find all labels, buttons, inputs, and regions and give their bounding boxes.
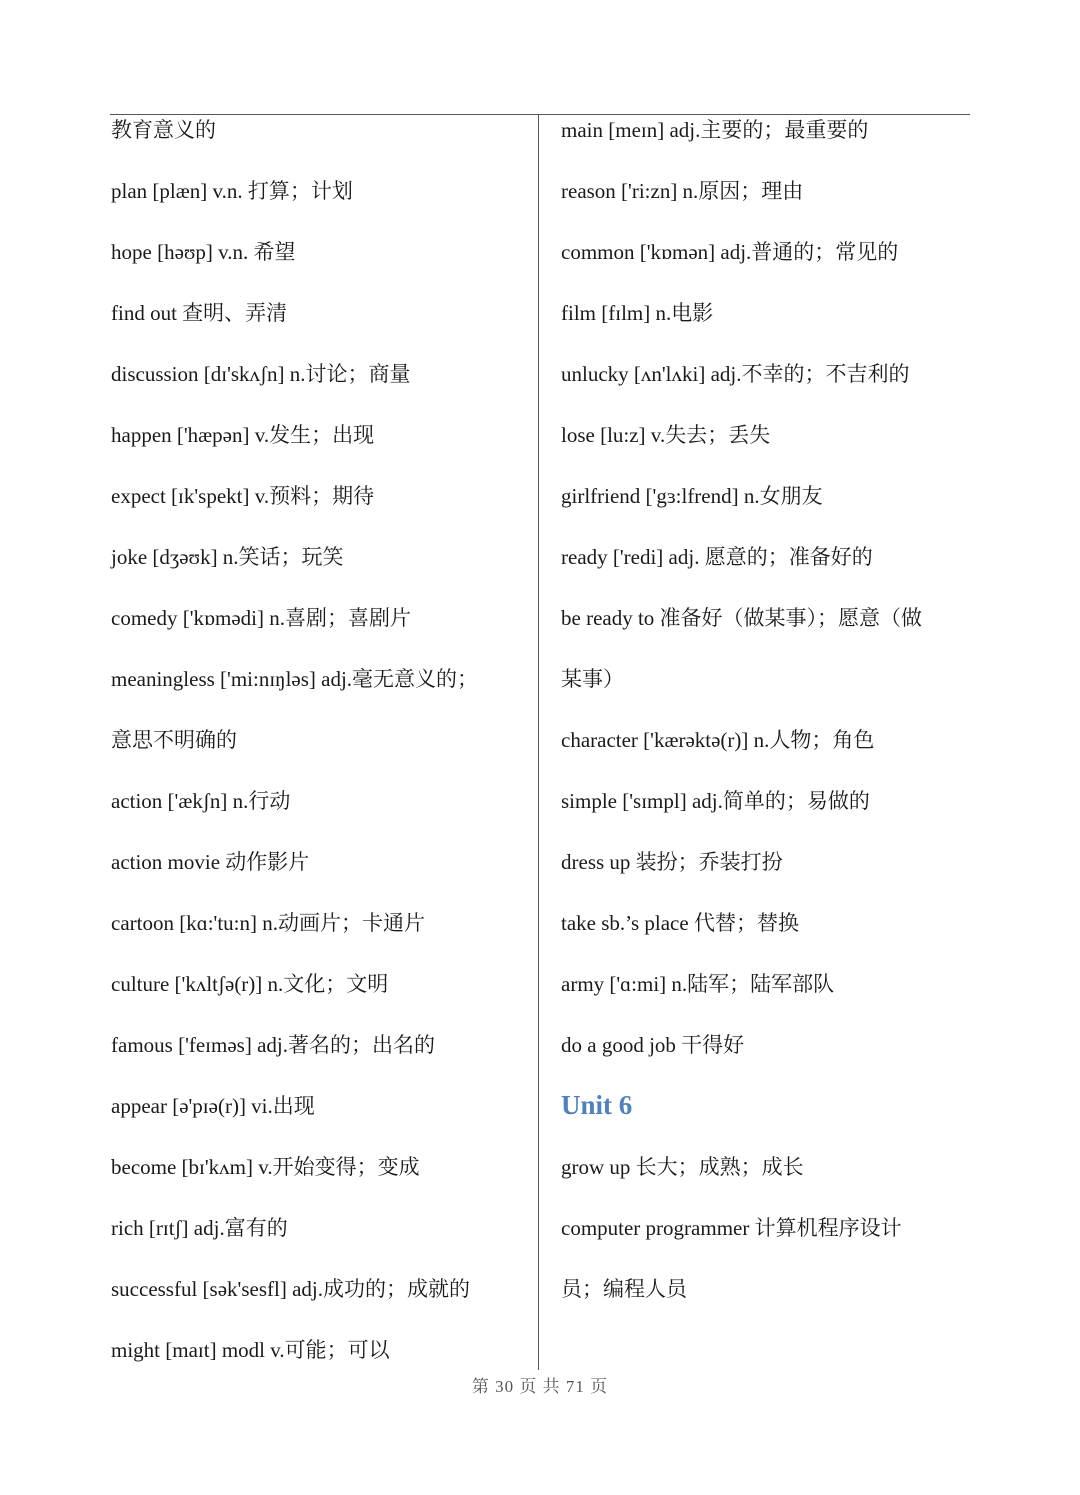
vocab-entry: comedy ['kɒmədi] n.喜剧；喜剧片 [111, 606, 411, 630]
vocab-entry: might [maɪt] modl v.可能；可以 [111, 1338, 390, 1362]
vocab-entry: army ['ɑ:mi] n.陆军；陆军部队 [561, 972, 835, 996]
vocab-entry: ready ['redi] adj. 愿意的；准备好的 [561, 545, 873, 569]
vocab-entry: 意思不明确的 [111, 728, 237, 752]
vocab-entry: meaningless ['mi:nɪŋləs] adj.毫无意义的； [111, 667, 479, 691]
vocab-entry: 教育意义的 [111, 118, 216, 142]
vocab-entry: grow up 长大；成熟；成长 [561, 1155, 804, 1179]
vocab-entry: simple ['sɪmpl] adj.简单的；易做的 [561, 789, 870, 813]
vocab-entry: computer programmer 计算机程序设计 [561, 1216, 902, 1240]
vocab-entry: become [bɪ'kʌm] v.开始变得；变成 [111, 1155, 420, 1179]
right-column [561, 118, 976, 1352]
vocab-entry: successful [sək'sesfl] adj.成功的；成就的 [111, 1277, 470, 1301]
vocab-entry: film [fɪlm] n.电影 [561, 301, 714, 325]
column-divider [538, 114, 539, 1370]
vocab-entry: joke [dʒəʊk] n.笑话；玩笑 [111, 545, 344, 569]
vocab-entry: dress up 装扮；乔装打扮 [561, 850, 783, 874]
vocab-entry: rich [rɪtʃ] adj.富有的 [111, 1216, 288, 1240]
vocab-entry: 员；编程人员 [561, 1277, 687, 1301]
vocab-entry: cartoon [kɑ:'tu:n] n.动画片；卡通片 [111, 911, 425, 935]
page-footer: 第 30 页 共 71 页 [471, 1377, 609, 1396]
vocab-entry: main [meɪn] adj.主要的；最重要的 [561, 118, 869, 142]
vocab-entry: lose [lu:z] v.失去；丢失 [561, 423, 771, 447]
vocab-entry: hope [həʊp] v.n. 希望 [111, 240, 296, 264]
left-column [111, 118, 531, 1413]
vocab-entry: 某事） [561, 667, 624, 691]
vocab-entry: appear [ə'pɪə(r)] vi.出现 [111, 1094, 315, 1118]
unit-heading: Unit 6 [561, 1090, 633, 1120]
vocab-entry: do a good job 干得好 [561, 1033, 745, 1057]
vocab-entry: happen ['hæpən] v.发生；出现 [111, 423, 375, 447]
vocab-entry: common ['kɒmən] adj.普通的；常见的 [561, 240, 899, 264]
vocab-entry: discussion [dɪ'skʌʃn] n.讨论；商量 [111, 362, 411, 386]
vocab-entry: character ['kærəktə(r)] n.人物；角色 [561, 728, 875, 752]
vocab-entry: take sb.’s place 代替；替换 [561, 911, 799, 935]
vocab-entry: famous ['feɪməs] adj.著名的；出名的 [111, 1033, 435, 1057]
vocab-entry: find out 查明、弄清 [111, 301, 288, 325]
vocab-entry: action movie 动作影片 [111, 850, 310, 874]
vocab-entry: action ['ækʃn] n.行动 [111, 789, 291, 813]
vocab-entry: culture ['kʌltʃə(r)] n.文化；文明 [111, 972, 389, 996]
vocab-entry: girlfriend ['gɜ:lfrend] n.女朋友 [561, 484, 823, 508]
vocab-entry: unlucky [ʌn'lʌki] adj.不幸的；不吉利的 [561, 362, 910, 386]
vocab-entry: plan [plæn] v.n. 打算；计划 [111, 179, 353, 203]
vocab-entry: be ready to 准备好（做某事）；愿意（做 [561, 606, 923, 630]
vocab-entry: expect [ɪk'spekt] v.预料；期待 [111, 484, 375, 508]
top-rule [110, 114, 970, 115]
vocab-entry: reason ['ri:zn] n.原因；理由 [561, 179, 804, 203]
